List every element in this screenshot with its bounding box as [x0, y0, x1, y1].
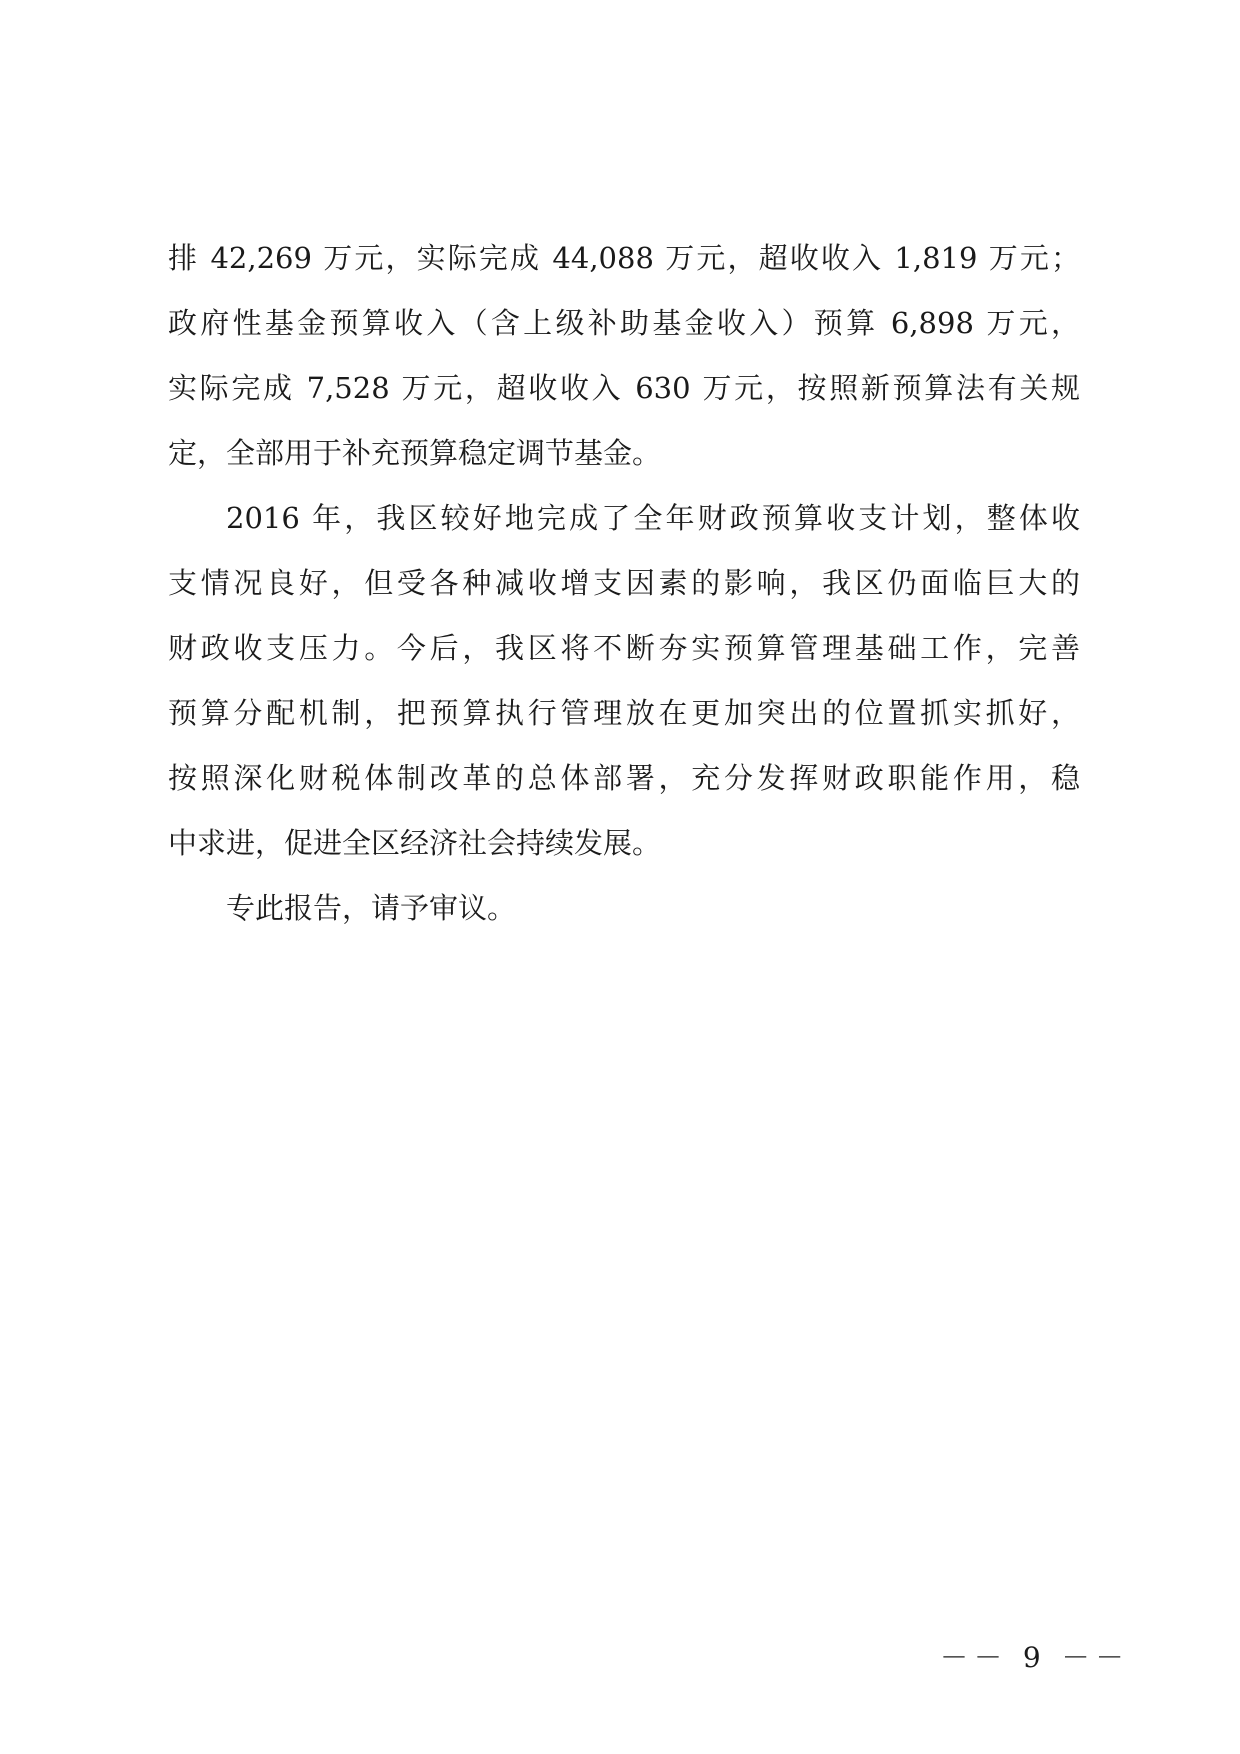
paragraph-line: 预算分配机制，把预算执行管理放在更加突出的位置抓实抓好， [168, 696, 1080, 730]
paragraph-line: 中求进，促进全区经济社会持续发展。 [168, 826, 662, 860]
paragraph-line: 实际完成 7,528 万元，超收收入 630 万元，按照新预算法有关规 [168, 371, 1080, 405]
closing-line: 专此报告，请予审议。 [226, 891, 517, 925]
paragraph-line: 政府性基金预算收入（含上级补助基金收入）预算 6,898 万元， [168, 306, 1080, 340]
paragraph-line: 排 42,269 万元，实际完成 44,088 万元，超收收入 1,819 万元； [168, 241, 1080, 275]
page-number: －－ 9 －－ [940, 1641, 1130, 1674]
paragraph-line: 财政收支压力。今后，我区将不断夯实预算管理基础工作，完善 [168, 631, 1080, 665]
paragraph-line: 定，全部用于补充预算稳定调节基金。 [168, 436, 662, 470]
paragraph-line: 2016 年，我区较好地完成了全年财政预算收支计划，整体收 [226, 501, 1080, 535]
paragraph-line: 按照深化财税体制改革的总体部署，充分发挥财政职能作用，稳 [168, 761, 1080, 795]
paragraph-line: 支情况良好，但受各种减收增支因素的影响，我区仍面临巨大的 [168, 566, 1080, 600]
body-text [168, 226, 1080, 941]
